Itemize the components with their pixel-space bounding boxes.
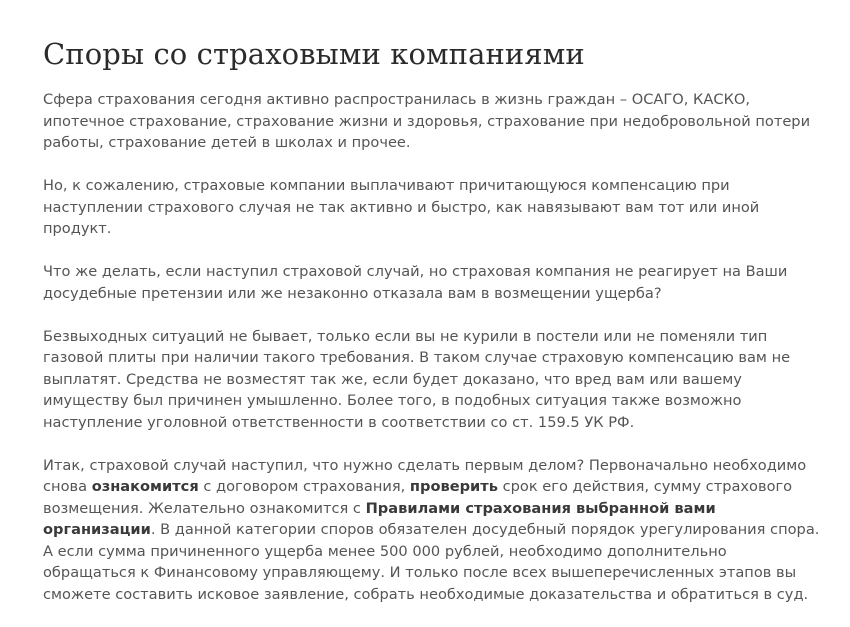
- first-steps-text-1: Итак, страховой случай наступил, что нужно сделать первым делом? Первоначально необходимо снова: [43, 456, 807, 495]
- emphasis-insurance-rules: Правилами страхования выбранной вами организации: [43, 499, 716, 538]
- paragraph-no-hopeless-situations: Безвыходных ситуаций не бывает, только если вы не курили в постели или не поменяли тип газовой плиты при наличии такого требования. В таком случае страховую компенсацию вам не выплатят. Средства не возместят так же, если будет доказано, что вред вам или вашему имуществу был причинен умышленно. Более того, в подобных ситуация также возможно наступление уголовной ответственности в соответствии со ст. 159.5 УК РФ.: [43, 327, 791, 431]
- emphasis-check: проверить: [409, 478, 498, 495]
- paragraph-insurance-scope: Сфера страхования сегодня активно распространилась в жизнь граждан – ОСАГО, КАСКО, ипотечное страхование, страхование жизни и здоровья, страхование при недобровольной потери работы, страхование детей в школах и прочее.: [43, 91, 811, 151]
- paragraph-first-steps: [43, 455, 823, 606]
- paragraph-what-to-do: Что же делать, если наступил страховой случай, но страховая компания не реагирует на Ваши досудебные претензии или же незаконно отказала вам в возмещении ущерба?: [43, 263, 788, 302]
- emphasis-review: ознакомится: [91, 478, 199, 495]
- first-steps-text-3: срок его действия, сумму страхового возмещения. Желательно ознакомится с: [43, 478, 793, 517]
- page-title: Споры со страховыми компаниями: [43, 37, 585, 71]
- paragraph-compensation-delays: Но, к сожалению, страховые компании выплачивают причитающуюся компенсацию при наступлении страхового случая не так активно и быстро, как навязывают вам тот или иной продукт.: [43, 177, 760, 237]
- first-steps-text-4: . В данной категории споров обязателен досудебный порядок урегулирования спора. А если сумма причиненного ущерба менее 500 000 рублей, необходимо дополнительно обращаться к Финансовому управляющему. И только после всех вышеперечисленных этапов вы сможете составить исковое заявление, собрать необходимые доказательства и обратиться в суд.: [43, 521, 820, 603]
- first-steps-text-2: с договором страхования,: [198, 478, 410, 495]
- article: [43, 34, 823, 627]
